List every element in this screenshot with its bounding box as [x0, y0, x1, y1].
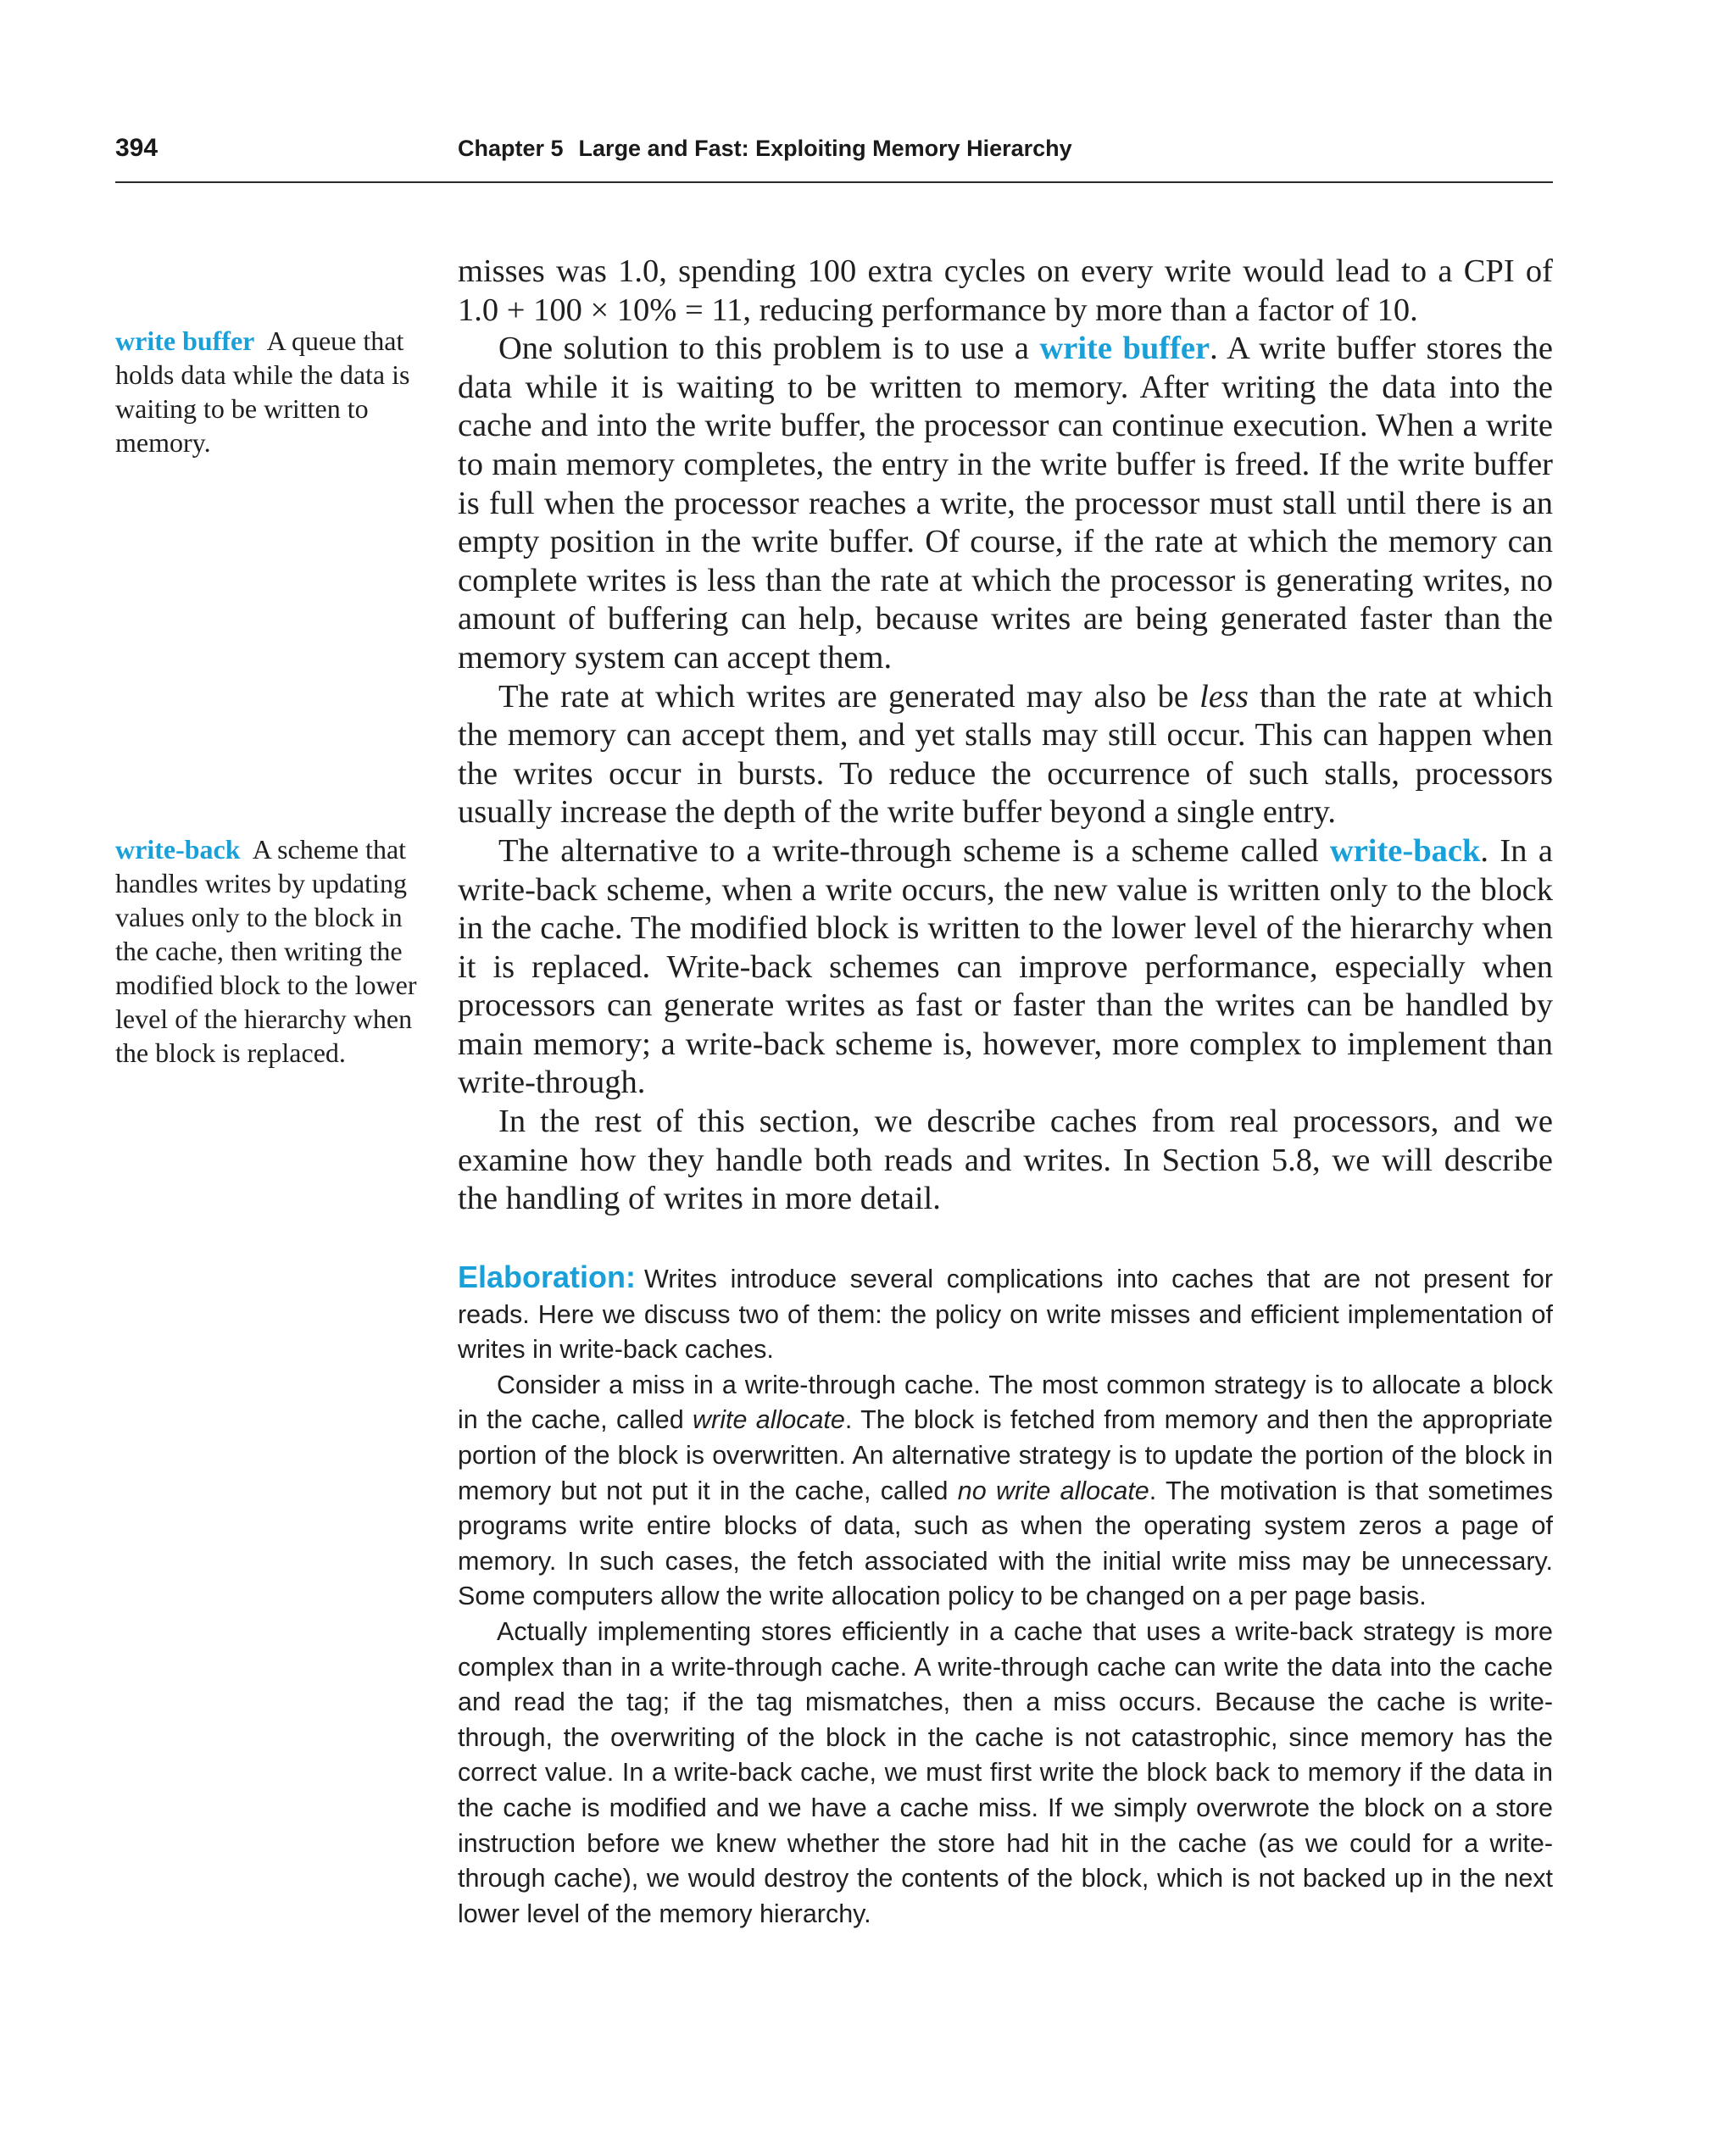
- paragraph: One solution to this problem is to use a write buffer. A write buffer stores the data while it is waiting to be written to memory. After writing the data into the cache and into the write buffer, the processor can continue execution. When a write to main memory completes, the entry in the write buffer is freed. If the write buffer is full when the processor reaches a write, the processor must stall until there is an empty position in the write buffer. Of course, if the rate at which the memory can complete writes is less than the rate at which the processor is generating writes, no amount of buffering can help, because writes are being generated faster than the memory system can accept them.: [458, 331, 1554, 676]
- sidenote-definition: A scheme that handles writes by updating values only to the block in the cache, then writing the modified block to the lower level of the hierarchy when the block is replaced.: [115, 834, 417, 1068]
- emphasis: write allocate: [693, 1405, 845, 1435]
- sidenote-write-buffer: [115, 324, 420, 459]
- elaboration-paragraph: Consider a miss in a write-through cache. The most common strategy is to allocate a block in the cache, called write allocate. The block is fetched from memory and then the appropriate portion of the block is overwritten. An alternative strategy is to update the portion of the block in memory but not put it in the cache, called no write allocate. The motivation is that sometimes programs write entire blocks of data, such as when the operating system zeros a page of memory. In such cases, the fetch associated with the initial write miss may be unnecessary. Some computers allow the write allocation policy to be changed on a per page basis.: [458, 1370, 1554, 1611]
- paragraph: The alternative to a write-through scheme is a scheme called write-back. In a write-back scheme, when a write occurs, the new value is written only to the block in the cache. The modified block is written to the lower level of the hierarchy when it is replaced. Write-back schemes can improve performance, especially when processors can generate writes as fast or faster than the writes can be handled by main memory; a write-back scheme is, however, more complex to implement than write-through.: [458, 832, 1553, 1101]
- elaboration-label: Elaboration:: [458, 1260, 637, 1294]
- sidenote-term: write-back: [115, 834, 241, 865]
- key-term-write-buffer: write buffer: [1039, 331, 1210, 367]
- elaboration-paragraph: Elaboration: Writes introduce several complications into caches that are not present for reads. Here we discuss two of them: the policy on write misses and efficient implementation of writes in write-back caches.: [458, 1260, 1553, 1365]
- elaboration-section: [458, 1260, 1553, 1932]
- main-text: [458, 253, 1553, 1219]
- sidenote-write-back: [115, 832, 420, 1070]
- paragraph: The rate at which writes are generated may also be less than the rate at which the memory can accept them, and yet stalls may still occur. This can happen when the writes occur in bursts. To reduce the occurrence of such stalls, processors usually increase the depth of the write buffer beyond a single entry.: [458, 678, 1553, 831]
- chapter-title: Large and Fast: Exploiting Memory Hierarchy: [578, 136, 1072, 161]
- chapter-label: Chapter 5: [458, 136, 564, 161]
- emphasis: less: [1199, 678, 1249, 715]
- paragraph: misses was 1.0, spending 100 extra cycles on every write would lead to a CPI of 1.0 + 100 × 10% = 11, reducing performance by more than a factor of 10.: [458, 253, 1553, 328]
- page-number: 394: [115, 134, 159, 162]
- sidenote-term: write buffer: [115, 325, 255, 356]
- key-term-write-back: write-back: [1329, 832, 1481, 869]
- elaboration-paragraph: Actually implementing stores efficiently in a cache that uses a write-back strategy is more complex than in a write-through cache. A write-through cache can write the data into the cache and read the tag; if the tag mismatches, then a miss occurs. Because the cache is write-through, the overwriting of the block in the cache is not catastrophic, since memory has the correct value. In a write-back cache, we must first write the block back to memory if the data in the cache is modified and we have a cache miss. If we simply overwrote the block on a store instruction before we knew whether the store had hit in the cache (as we could for a write-through cache), we would destroy the contents of the block, which is not backed up in the next lower level of the memory hierarchy.: [458, 1616, 1553, 1928]
- chapter-heading: [458, 136, 1088, 162]
- emphasis: no write allocate: [957, 1476, 1149, 1505]
- sidenote-definition: A queue that holds data while the data is waiting to be written to memory.: [115, 325, 410, 458]
- paragraph: In the rest of this section, we describe caches from real processors, and we examine how they handle both reads and writes. In Section 5.8, we will describe the handling of writes in more detail.: [458, 1104, 1553, 1217]
- running-header: [115, 134, 1553, 183]
